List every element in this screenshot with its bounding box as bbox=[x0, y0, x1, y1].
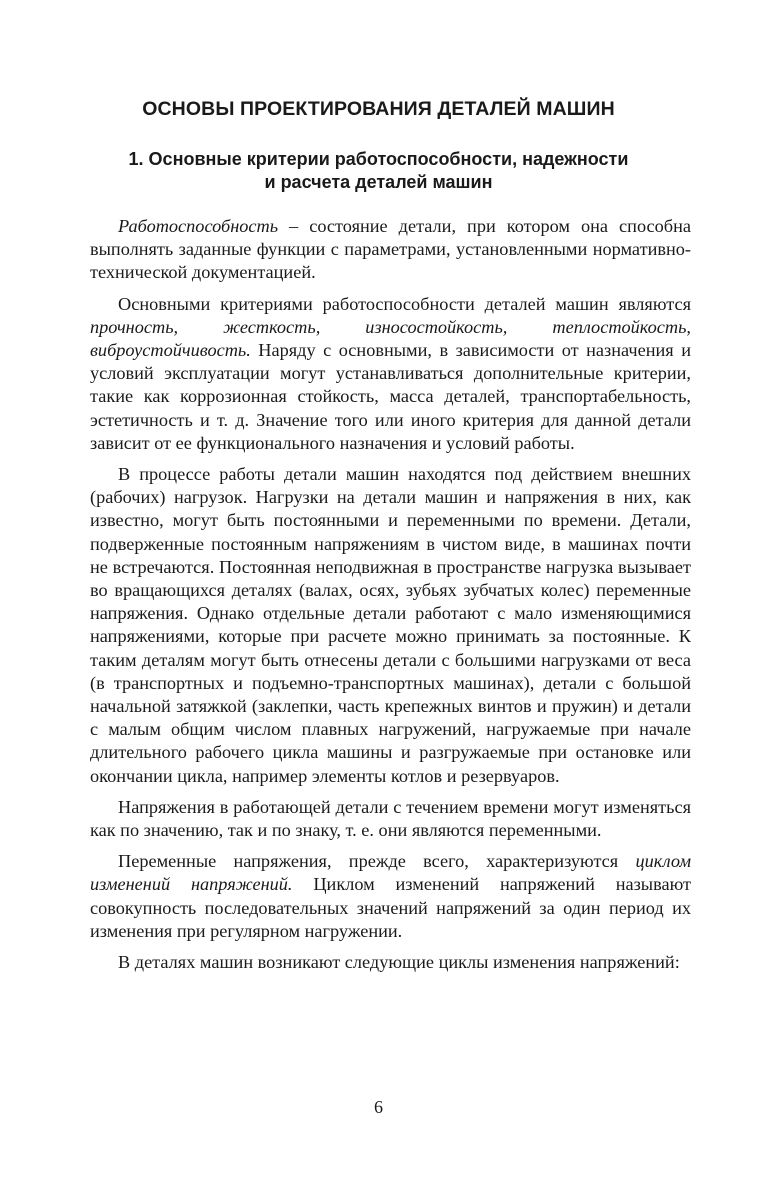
section-heading-line-2: и расчета деталей машин bbox=[264, 172, 493, 192]
section-heading-line-1: 1. Основные критерии работоспособности, надежности bbox=[128, 149, 629, 169]
paragraph-5 bbox=[90, 850, 691, 943]
paragraph-2 bbox=[90, 293, 691, 455]
paragraph-5-after: Циклом изменений напряжений называют совокупность последовательных значений напряжений за один период их изменения при регулярном нагружении. bbox=[90, 874, 692, 941]
term-stress-cycle: циклом изменений напряжений. bbox=[90, 851, 691, 895]
page-number: 6 bbox=[374, 1097, 383, 1117]
paragraph-1-text: – состояние детали, при котором она способна выполнять заданные функции с параметрами, установленными нормативно-технической документацией. bbox=[90, 216, 691, 283]
paragraph-1 bbox=[90, 215, 691, 285]
chapter-title: ОСНОВЫ ПРОЕКТИРОВАНИЯ ДЕТАЛЕЙ МАШИН bbox=[142, 98, 615, 120]
section-heading bbox=[90, 148, 667, 194]
paragraph-4: Напряжения в работающей детали с течением времени могут изменяться как по значению, так и по знаку, т. е. они являются переменными. bbox=[90, 796, 691, 841]
paragraph-3: В процессе работы детали машин находятся под действием внешних (рабочих) нагрузок. Нагрузки на детали машин и напряжения в них, как известно, могут быть постоянными и переменными по времени. Детали, подверженные постоянным напряжениям в чистом виде, в машинах почти не встречаются. Постоянная неподвижная в пространстве нагрузка вызывает во вращающихся деталях (валах, осях, зубьях зубчатых колес) переменные напряжения. Однако отдельные детали работают с мало изменяющимися напряжениями, которые при расчете можно принимать за постоянные. К таким деталям могут быть отнесены детали с большими нагрузками от веса (в транспортных и подъемно-транспортных машинах), детали с большой начальной затяжкой (заклепки, часть крепежных винтов и пружин) и детали с малым общим числом плавных нагружений, нагружаемые при начале длительного рабочего цикла машины и разгружаемые при остановке или окончании цикла, например элементы котлов и резервуаров. bbox=[90, 464, 691, 786]
paragraph-5-before: Переменные напряжения, прежде всего, характеризуются bbox=[118, 851, 636, 872]
body-text bbox=[90, 215, 691, 982]
criteria-terms: прочность, жесткость, износостойкость, теплостойкость, виброустойчивость. bbox=[90, 316, 691, 361]
paragraph-2-before: Основными критериями работоспособности деталей машин являются bbox=[118, 293, 691, 314]
paragraph-6: В деталях машин возникают следующие циклы изменения напряжений: bbox=[118, 952, 680, 973]
paragraph-2-after: Наряду с основными, в зависимости от назначения и условий эксплуатации могут устанавливаться дополнительные критерии, такие как коррозионная стойкость, масса деталей, транспортабельность, эстетичность и т. д. Значение того или иного критерия для данной детали зависит от ее функционального назначения и условий работы. bbox=[90, 340, 691, 453]
term-operability: Работоспособность bbox=[118, 216, 279, 236]
